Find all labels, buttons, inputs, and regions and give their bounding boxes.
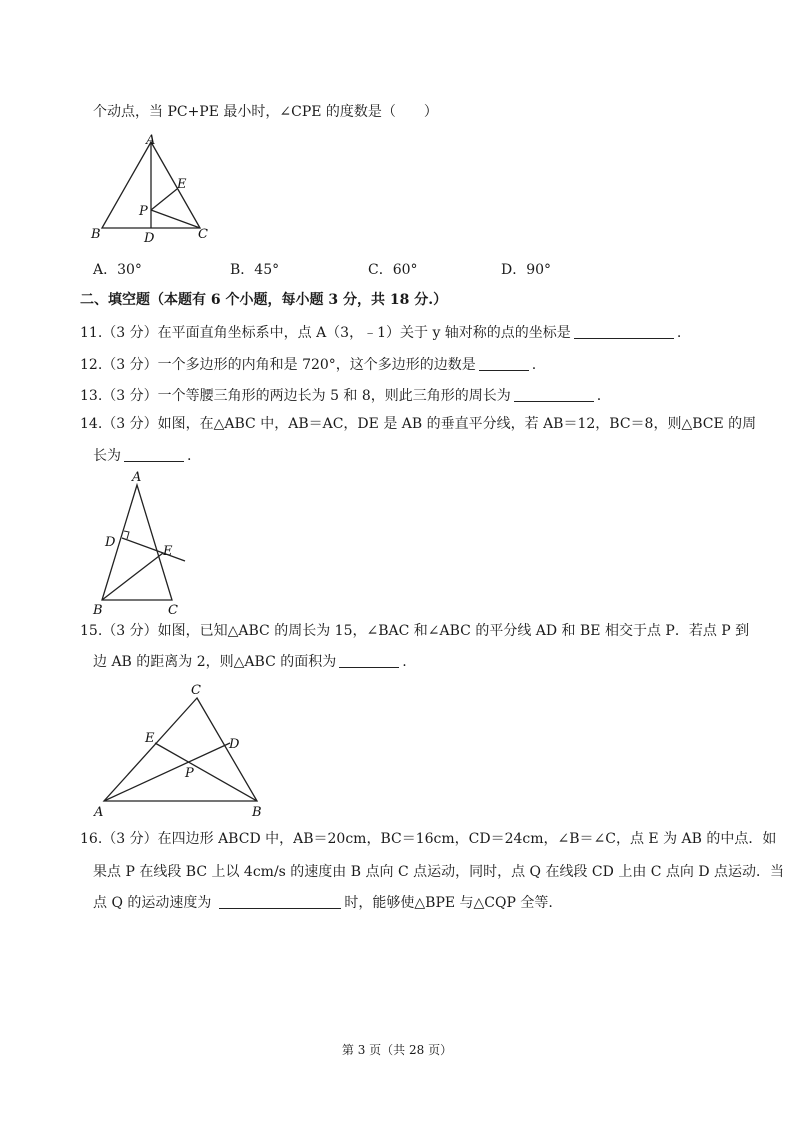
q15-label-d: D bbox=[229, 737, 240, 752]
q15-label-b: B bbox=[252, 805, 262, 820]
q14-figure bbox=[88, 468, 198, 618]
q16-text-b: 时，能够使△BPE 与△CQP 全等. bbox=[344, 895, 553, 911]
q10-option-a: A．30° bbox=[93, 262, 142, 278]
q13-text: 13.（3 分）一个等腰三角形的两边长为 5 和 8，则此三角形的周长为 bbox=[80, 388, 511, 404]
q15-end: . bbox=[402, 654, 407, 670]
q10-figure bbox=[88, 132, 218, 247]
q14-label-c: C bbox=[168, 603, 178, 618]
q15-text: 边 AB 的距离为 2，则△ABC 的面积为 bbox=[93, 654, 337, 670]
q16-line-1: 16.（3 分）在四边形 ABCD 中，AB＝20cm，BC＝16cm，CD＝24cm，∠B＝∠C，点 E 为 AB 的中点．如 bbox=[80, 831, 777, 847]
q15-label-p: P bbox=[185, 766, 194, 781]
q10-option-d: D．90° bbox=[501, 262, 552, 278]
q15-label-a: A bbox=[94, 805, 104, 820]
q14-line-2 bbox=[93, 446, 191, 466]
q15-figure bbox=[88, 680, 278, 820]
section-2-title: 二、填空题（本题有 6 个小题，每小题 3 分，共 18 分.） bbox=[80, 292, 448, 308]
q10-text: 个动点，当 PC+PE 最小时，∠CPE 的度数是（ ） bbox=[93, 104, 438, 120]
q10-option-b: B．45° bbox=[230, 262, 280, 278]
q11 bbox=[80, 323, 681, 343]
q10-label-d: D bbox=[144, 231, 155, 246]
q15-answer-blank[interactable] bbox=[339, 653, 399, 668]
q10-label-c: C bbox=[198, 227, 208, 242]
q10-label-e: E bbox=[177, 177, 187, 192]
q12-text: 12.（3 分）一个多边形的内角和是 720°，这个多边形的边数是 bbox=[80, 357, 476, 373]
q16-text-a: 点 Q 的运动速度为 bbox=[93, 895, 212, 911]
q13 bbox=[80, 386, 601, 406]
q12-answer-blank[interactable] bbox=[479, 356, 529, 371]
q13-end: . bbox=[596, 388, 602, 404]
q14-answer-blank[interactable] bbox=[124, 447, 184, 462]
q12-end: . bbox=[531, 357, 537, 373]
q15-line-1: 15.（3 分）如图，已知△ABC 的周长为 15，∠BAC 和∠ABC 的平分线 AD 和 BE 相交于点 P．若点 P 到 bbox=[80, 623, 750, 639]
q14-line-1: 14.（3 分）如图，在△ABC 中，AB＝AC，DE 是 AB 的垂直平分线，若 AB＝12，BC＝8，则△BCE 的周 bbox=[80, 416, 757, 432]
q11-answer-blank[interactable] bbox=[574, 324, 674, 339]
q14-label-a: A bbox=[132, 470, 142, 485]
q14-label-d: D bbox=[105, 535, 116, 550]
q10-label-b: B bbox=[91, 227, 101, 242]
q10-label-p: P bbox=[139, 204, 148, 219]
q15-label-c: C bbox=[191, 683, 201, 698]
q12 bbox=[80, 355, 536, 375]
q15-label-e: E bbox=[145, 731, 155, 746]
q14-label-e: E bbox=[163, 544, 173, 559]
q11-end: . bbox=[676, 325, 682, 341]
page-footer: 第 3 页（共 28 页） bbox=[341, 1043, 453, 1057]
q14-label-b: B bbox=[93, 603, 103, 618]
q14-end: . bbox=[187, 448, 192, 464]
q10-option-c: C．60° bbox=[368, 262, 418, 278]
q14-text: 长为 bbox=[93, 448, 121, 464]
q11-text: 11.（3 分）在平面直角坐标系中，点 A（3，﹣1）关于 y 轴对称的点的坐标是 bbox=[80, 325, 571, 341]
q16-line-2: 果点 P 在线段 BC 上以 4cm/s 的速度由 B 点向 C 点运动，同时，点 Q 在线段 CD 上由 C 点向 D 点运动．当 bbox=[93, 864, 785, 880]
q15-line-2 bbox=[93, 652, 407, 672]
q10-label-a: A bbox=[146, 133, 156, 148]
q13-answer-blank[interactable] bbox=[514, 387, 594, 402]
q16-answer-blank[interactable] bbox=[219, 894, 341, 909]
q16-line-3 bbox=[93, 893, 553, 913]
